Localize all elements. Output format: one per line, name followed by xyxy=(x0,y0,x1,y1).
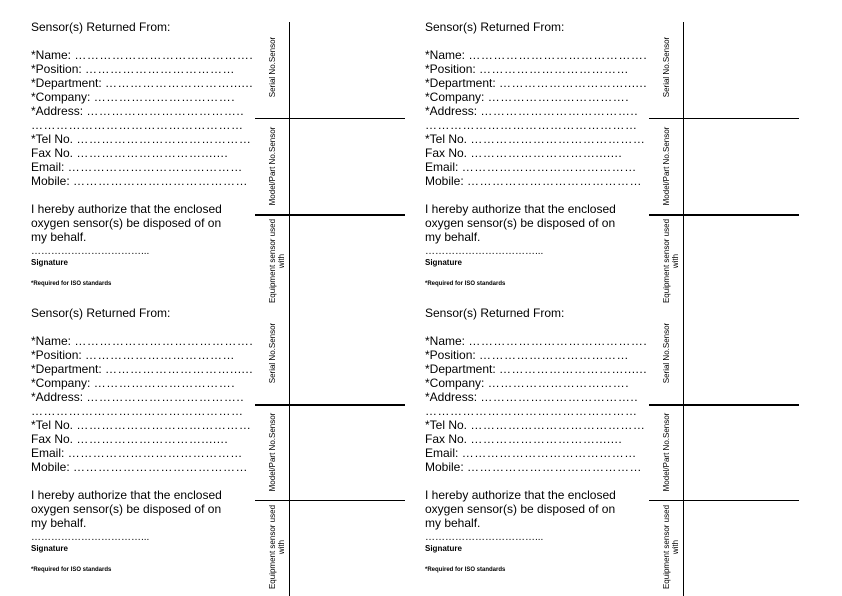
signature-label: Signature xyxy=(31,544,68,553)
field-dots: ……………………………… xyxy=(479,62,630,76)
equipment-label: Equipment sensor used with xyxy=(662,218,680,304)
form-field[interactable] xyxy=(425,118,638,132)
form-title: Sensor(s) Returned From: xyxy=(31,20,171,34)
field-dots: …………………………………… xyxy=(467,174,643,188)
field-dots: ……………………………………. xyxy=(74,48,254,62)
field-dots: ……………………………….. xyxy=(86,390,245,404)
form-field[interactable] xyxy=(31,418,251,432)
field-dots: …………………………………… xyxy=(76,418,252,432)
form-field[interactable] xyxy=(31,446,243,460)
field-label: Email: xyxy=(31,160,65,174)
field-dots: …………………………………………… xyxy=(31,404,244,418)
model-part-no-label: Model/Part No.Sensor xyxy=(662,126,671,206)
return-form-panel xyxy=(394,286,814,590)
form-field[interactable] xyxy=(425,404,638,418)
field-label: *Position: xyxy=(31,348,82,362)
form-field[interactable] xyxy=(31,62,235,76)
field-dots: ……………………………………. xyxy=(468,334,648,348)
form-field[interactable] xyxy=(31,76,253,90)
field-dots: …………………………………… xyxy=(73,174,249,188)
authorization-text: my behalf. xyxy=(31,230,87,244)
field-dots: ……………………………. xyxy=(93,376,236,390)
field-label: *Address: xyxy=(31,104,84,118)
equipment-label: Equipment sensor used with xyxy=(268,218,286,304)
model-part-no-label: Model/Part No.Sensor xyxy=(268,126,277,206)
field-label: *Address: xyxy=(425,104,478,118)
field-dots: …………………………....... xyxy=(470,146,623,160)
field-label: *Tel No. xyxy=(31,132,74,146)
authorization-text: my behalf. xyxy=(425,516,481,530)
form-field[interactable] xyxy=(425,48,647,62)
field-dots: ……………………………….. xyxy=(86,104,245,118)
equipment-label: Equipment sensor used with xyxy=(662,504,680,590)
form-field[interactable] xyxy=(31,432,228,446)
field-label: *Department: xyxy=(425,362,496,376)
field-label: *Address: xyxy=(425,390,478,404)
serial-no-label: Serial No.Sensor xyxy=(662,36,671,98)
form-field[interactable] xyxy=(31,90,235,104)
field-label: *Department: xyxy=(31,76,102,90)
form-field[interactable] xyxy=(31,146,228,160)
field-dots: ……………………………….. xyxy=(480,104,639,118)
form-title: Sensor(s) Returned From: xyxy=(31,306,171,320)
form-field[interactable] xyxy=(425,62,629,76)
model-part-no-label: Model/Part No.Sensor xyxy=(662,412,671,492)
form-field[interactable] xyxy=(425,362,647,376)
form-field[interactable] xyxy=(31,348,235,362)
form-field[interactable] xyxy=(425,334,647,348)
form-field[interactable] xyxy=(425,174,642,188)
authorization-text: I hereby authorize that the enclosed xyxy=(425,488,616,502)
field-label: *Name: xyxy=(31,334,72,348)
form-field[interactable] xyxy=(425,160,637,174)
form-field[interactable] xyxy=(31,404,244,418)
signature-label: Signature xyxy=(425,544,462,553)
field-label: *Tel No. xyxy=(31,418,74,432)
field-label: Fax No. xyxy=(425,432,468,446)
required-note: *Required for ISO standards xyxy=(425,567,506,573)
form-field[interactable] xyxy=(31,118,244,132)
form-field[interactable] xyxy=(31,48,253,62)
row-divider xyxy=(255,404,405,406)
form-field[interactable] xyxy=(31,160,243,174)
field-dots: …………………………………… xyxy=(461,446,637,460)
field-dots: …………………………………………… xyxy=(425,118,638,132)
signature-label: Signature xyxy=(425,258,462,267)
return-form-panel xyxy=(0,286,420,590)
field-dots: …………………………………… xyxy=(470,132,646,146)
field-label: Fax No. xyxy=(31,146,74,160)
row-divider xyxy=(649,118,799,119)
field-label: *Department: xyxy=(31,362,102,376)
field-label: *Name: xyxy=(425,334,466,348)
form-field[interactable] xyxy=(425,432,622,446)
form-title: Sensor(s) Returned From: xyxy=(425,306,565,320)
field-label: Mobile: xyxy=(31,174,70,188)
field-dots: …………………………....... xyxy=(76,146,229,160)
form-field[interactable] xyxy=(425,390,638,404)
authorization-text: oxygen sensor(s) be disposed of on xyxy=(31,216,222,230)
required-note: *Required for ISO standards xyxy=(31,567,112,573)
form-field[interactable] xyxy=(425,132,645,146)
field-label: Email: xyxy=(425,446,459,460)
field-label: *Tel No. xyxy=(425,132,468,146)
field-dots: …………………………...... xyxy=(105,76,254,90)
form-field[interactable] xyxy=(31,132,251,146)
field-dots: ……………………………… xyxy=(85,348,236,362)
form-field[interactable] xyxy=(425,418,645,432)
field-label: *Position: xyxy=(425,62,476,76)
signature-line[interactable]: ……………………………... xyxy=(31,532,150,543)
field-label: Mobile: xyxy=(31,460,70,474)
field-dots: …………………………………… xyxy=(76,132,252,146)
field-dots: ……………………………………. xyxy=(468,48,648,62)
form-field[interactable] xyxy=(31,104,244,118)
authorization-text: oxygen sensor(s) be disposed of on xyxy=(31,502,222,516)
column-divider xyxy=(289,286,290,596)
field-label: *Department: xyxy=(425,76,496,90)
field-dots: …………………………………… xyxy=(67,160,243,174)
authorization-text: I hereby authorize that the enclosed xyxy=(31,488,222,502)
field-label: Fax No. xyxy=(425,146,468,160)
field-dots: …………………………………………… xyxy=(31,118,244,132)
field-dots: ……………………………. xyxy=(93,90,236,104)
field-dots: …………………………………… xyxy=(461,160,637,174)
form-field[interactable] xyxy=(425,90,629,104)
field-label: Email: xyxy=(31,446,65,460)
return-form-panel xyxy=(0,0,420,304)
authorization-text: my behalf. xyxy=(425,230,481,244)
authorization-text: I hereby authorize that the enclosed xyxy=(425,202,616,216)
field-label: *Address: xyxy=(31,390,84,404)
equipment-label: Equipment sensor used with xyxy=(268,504,286,590)
row-divider xyxy=(649,404,799,406)
form-field[interactable] xyxy=(425,446,637,460)
authorization-text: oxygen sensor(s) be disposed of on xyxy=(425,502,616,516)
field-dots: ……………………………. xyxy=(487,90,630,104)
field-dots: …………………………....... xyxy=(470,432,623,446)
serial-no-label: Serial No.Sensor xyxy=(268,322,277,384)
serial-no-label: Serial No.Sensor xyxy=(662,322,671,384)
field-dots: …………………………………… xyxy=(73,460,249,474)
field-label: *Company: xyxy=(425,90,485,104)
field-dots: …………………………...... xyxy=(105,362,254,376)
field-label: Mobile: xyxy=(425,460,464,474)
row-divider xyxy=(649,500,799,501)
field-label: *Name: xyxy=(31,48,72,62)
field-label: *Company: xyxy=(31,90,91,104)
field-label: *Position: xyxy=(425,348,476,362)
model-part-no-label: Model/Part No.Sensor xyxy=(268,412,277,492)
field-label: *Name: xyxy=(425,48,466,62)
signature-line[interactable]: ……………………………... xyxy=(425,532,544,543)
form-field[interactable] xyxy=(31,376,235,390)
form-field[interactable] xyxy=(425,146,622,160)
field-label: Email: xyxy=(425,160,459,174)
authorization-text: oxygen sensor(s) be disposed of on xyxy=(425,216,616,230)
form-field[interactable] xyxy=(31,174,248,188)
field-dots: …………………………...... xyxy=(499,76,648,90)
field-label: *Company: xyxy=(425,376,485,390)
form-field[interactable] xyxy=(425,460,642,474)
form-field[interactable] xyxy=(425,76,647,90)
field-dots: …………………………………… xyxy=(470,418,646,432)
form-field[interactable] xyxy=(31,390,244,404)
field-dots: …………………………………… xyxy=(67,446,243,460)
serial-no-label: Serial No.Sensor xyxy=(268,36,277,98)
field-dots: …………………………....... xyxy=(76,432,229,446)
form-field[interactable] xyxy=(31,460,248,474)
required-note: *Required for ISO standards xyxy=(31,281,112,287)
form-field[interactable] xyxy=(31,334,253,348)
column-divider xyxy=(289,22,290,312)
field-dots: …………………………...... xyxy=(499,362,648,376)
row-divider xyxy=(255,214,405,216)
field-dots: …………………………………………… xyxy=(425,404,638,418)
field-label: Fax No. xyxy=(31,432,74,446)
field-label: *Tel No. xyxy=(425,418,468,432)
field-dots: ……………………………… xyxy=(479,348,630,362)
authorization-text: I hereby authorize that the enclosed xyxy=(31,202,222,216)
row-divider xyxy=(255,118,405,119)
field-dots: …………………………………… xyxy=(467,460,643,474)
form-field[interactable] xyxy=(425,376,629,390)
form-field[interactable] xyxy=(31,362,253,376)
signature-line[interactable]: ……………………………... xyxy=(31,246,150,257)
field-dots: ……………………………………. xyxy=(74,334,254,348)
return-form-panel xyxy=(394,0,814,304)
row-divider xyxy=(649,214,799,216)
form-title: Sensor(s) Returned From: xyxy=(425,20,565,34)
authorization-text: my behalf. xyxy=(31,516,87,530)
field-dots: ……………………………….. xyxy=(480,390,639,404)
signature-line[interactable]: ……………………………... xyxy=(425,246,544,257)
form-field[interactable] xyxy=(425,348,629,362)
row-divider xyxy=(255,500,405,501)
column-divider xyxy=(683,286,684,596)
field-dots: ……………………………. xyxy=(487,376,630,390)
field-label: *Position: xyxy=(31,62,82,76)
form-field[interactable] xyxy=(425,104,638,118)
field-dots: ……………………………… xyxy=(85,62,236,76)
field-label: Mobile: xyxy=(425,174,464,188)
required-note: *Required for ISO standards xyxy=(425,281,506,287)
field-label: *Company: xyxy=(31,376,91,390)
column-divider xyxy=(683,22,684,312)
signature-label: Signature xyxy=(31,258,68,267)
